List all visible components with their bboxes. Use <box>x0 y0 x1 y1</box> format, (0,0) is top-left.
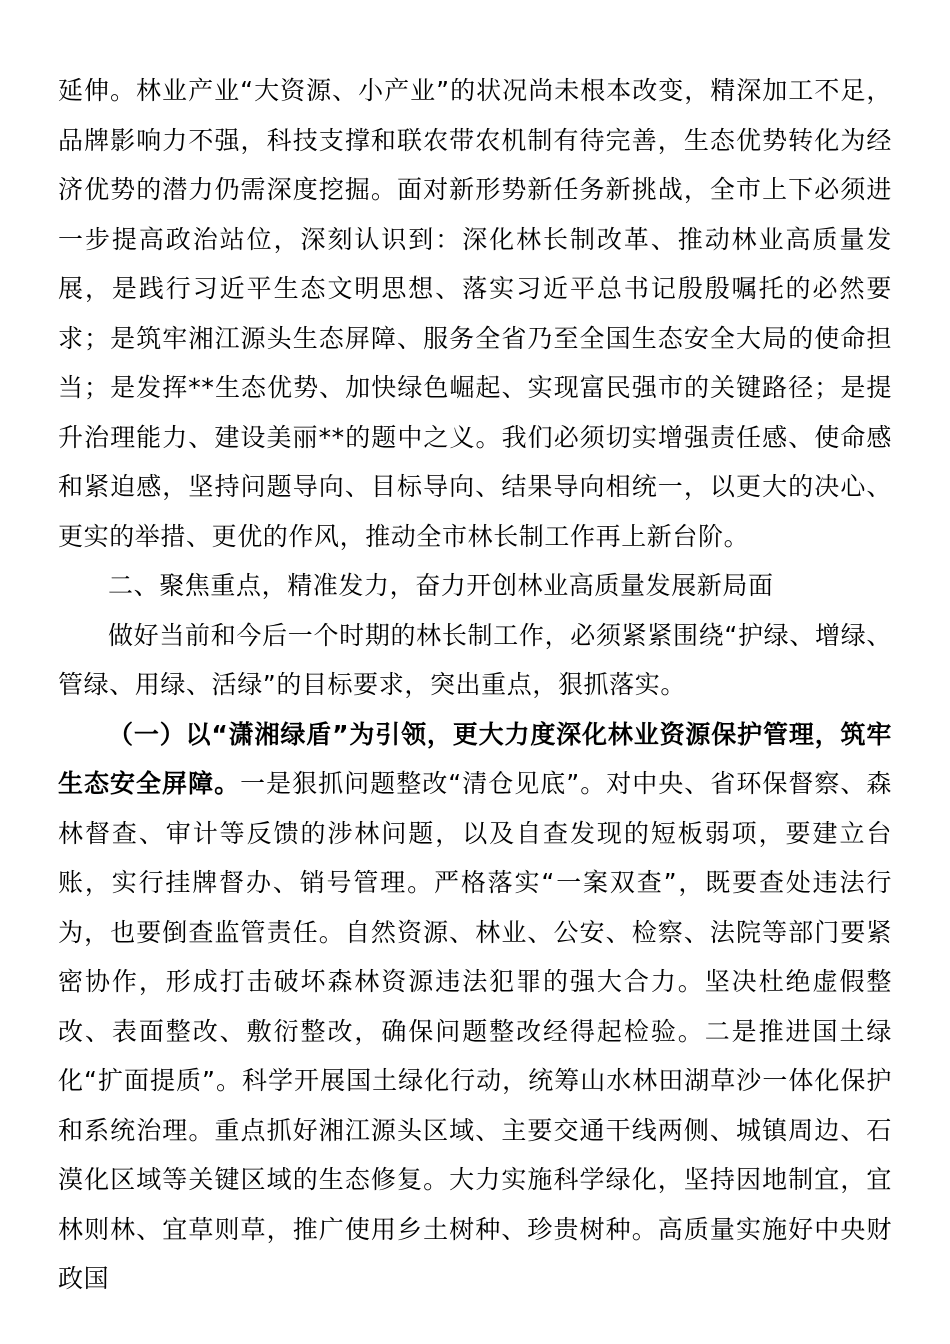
subsection-body: 一是狠抓问题整改“清仓见底”。对中央、省环保督察、森林督查、审计等反馈的涉林问题，以及自查发现的短板弱项，要建立台账，实行挂牌督办、销号管理。严格落实“一案双查”，既要查处违法行为，也要倒查监管责任。自然资源、林业、公安、检察、法院等部门要紧密协作，形成打击破坏森林资源违法犯罪的强大合力。坚决杜绝虚假整改、表面整改、敷衍整改，确保问题整改经得起检验。二是推进国土绿化“扩面提质”。科学开展国土绿化行动，统筹山水林田湖草沙一体化保护和系统治理。重点抓好湘江源头区域、主要交通干线两侧、城镇周边、石漠化区域等关键区域的生态修复。大力实施科学绿化，坚持因地制宜，宜林则林、宜草则草，推广使用乡土树种、珍贵树种。高质量实施好中央财政国 <box>58 769 892 1293</box>
section-heading: 二、聚焦重点，精准发力，奋力开创林业高质量发展新局面 <box>108 571 774 600</box>
document-body <box>58 66 892 1304</box>
subsection-heading: （一）以“潇湘绿盾”为引领，更大力度深化林业资源保护管理，筑牢生态安全屏障。 <box>58 719 892 798</box>
body-paragraph-intro: 做好当前和今后一个时期的林长制工作，必须紧紧围绕“护绿、增绿、管绿、用绿、活绿”的目标要求，突出重点，狠抓落实。 <box>58 620 892 699</box>
body-paragraph-continued: 延伸。林业产业“大资源、小产业”的状况尚未根本改变，精深加工不足，品牌影响力不强，科技支撑和联农带农机制有待完善，生态优势转化为经济优势的潜力仍需深度挖掘。面对新形势新任务新挑战，全市上下必须进一步提高政治站位，深刻认识到：深化林长制改革、推动林业高质量发展，是践行习近平生态文明思想、落实习近平总书记殷殷嘱托的必然要求；是筑牢湘江源头生态屏障、服务全省乃至全国生态安全大局的使命担当；是发挥**生态优势、加快绿色崛起、实现富民强市的关键路径；是提升治理能力、建设美丽**的题中之义。我们必须切实增强责任感、使命感和紧迫感，坚持问题导向、目标导向、结果导向相统一，以更大的决心、更实的举措、更优的作风，推动全市林长制工作再上新台阶。 <box>58 76 892 551</box>
subsection-paragraph <box>58 710 892 1304</box>
